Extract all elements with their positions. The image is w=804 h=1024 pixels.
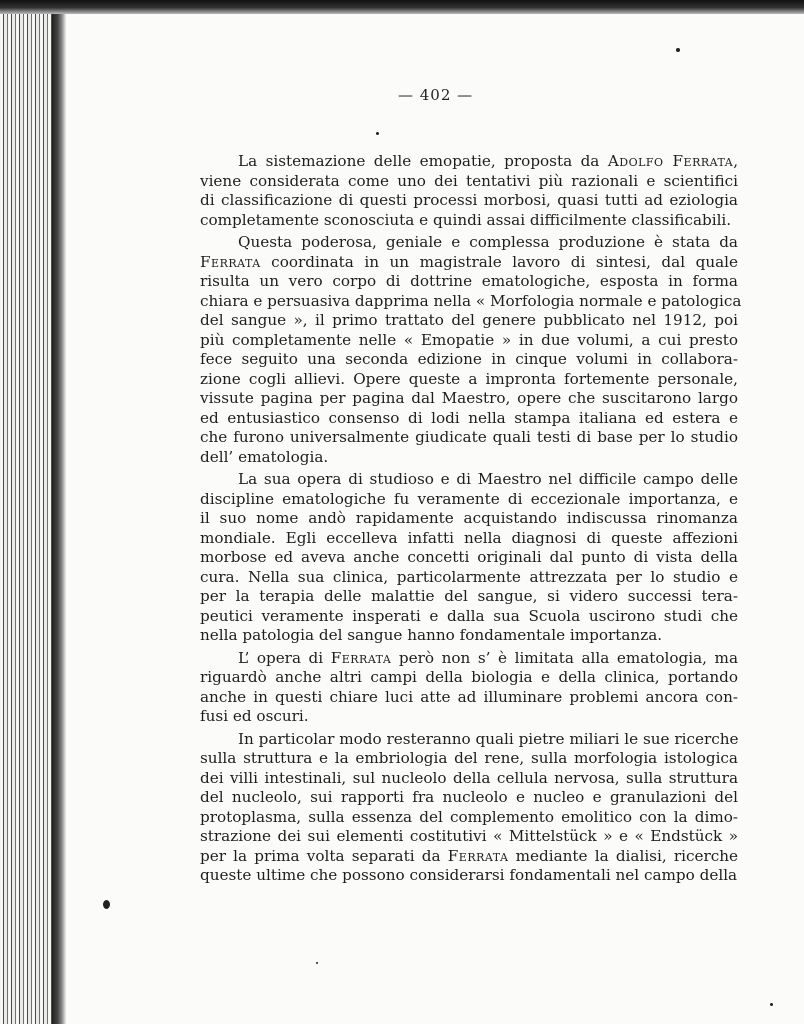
paragraph (200, 649, 738, 727)
text-line: che furono universalmente giudicate quali testi di base per lo studio (200, 428, 738, 446)
text-line: del sangue », il primo trattato del genere pubblicato nel 1912, poi (200, 311, 738, 329)
paragraph (200, 233, 742, 467)
text-line: anche in questi chiare luci atte ad illuminare problemi ancora con- (200, 687, 738, 706)
ink-speck (676, 48, 680, 52)
ink-speck (770, 1003, 773, 1006)
text-line: Ferrata coordinata in un magistrale lavoro di sintesi, dal quale (200, 252, 738, 271)
text-line: il suo nome andò rapidamente acquistando indiscussa rinomanza (200, 509, 738, 527)
text-line: strazione dei sui elementi costitutivi « Mittelstück » e « Endstück » (200, 827, 738, 845)
text-line: risulta un vero corpo di dottrine ematologiche, esposta in forma (200, 272, 738, 290)
body-text (200, 152, 742, 889)
text-line: fece seguito una seconda edizione in cinque volumi in collabora- (200, 350, 738, 368)
paragraph (200, 470, 738, 646)
paragraph-gap (200, 886, 738, 889)
surname-small-caps: Ferrata (447, 846, 509, 865)
text-line: dei villi intestinali, sul nucleolo della cellula nervosa, sulla struttura (200, 768, 738, 787)
ink-speck (316, 962, 318, 964)
ink-speck (376, 132, 379, 135)
paragraph (200, 730, 738, 886)
text-line: La sua opera di studioso e di Maestro nel difficile campo delle (238, 470, 738, 488)
top-edge-shadow (0, 0, 804, 14)
surname-small-caps: Ferrata (330, 648, 392, 667)
text-line: vissute pagina per pagina dal Maestro, opere che suscitarono largo (200, 389, 738, 407)
text-line: di classificazione di questi processi morbosi, quasi tutti ad eziologia (200, 191, 738, 209)
text-line: completamente sconosciuta e quindi assai difficilmente classificabili. (200, 210, 732, 229)
ink-speck (103, 900, 110, 909)
text-line: L’ opera di Ferrata però non s’ è limitata alla ematologia, ma (238, 648, 738, 667)
text-line: più completamente nelle « Emopatie » in due volumi, a cui presto (200, 330, 738, 349)
text-line: cura. Nella sua clinica, particolarmente attrezzata per lo studio e (200, 567, 738, 586)
text-line: per la terapia delle malattie del sangue, si videro successi tera- (200, 587, 738, 605)
text-line: discipline ematologiche fu veramente di eccezionale importanza, e (200, 489, 738, 508)
text-line: morbose ed aveva anche concetti originali dal punto di vista della (200, 548, 738, 566)
text-line: In particolar modo resteranno quali pietre miliari le sue ricerche (238, 729, 739, 748)
page-number: — 402 — (398, 86, 474, 104)
text-line: peutici veramente insperati e dalla sua Scuola uscirono studi che (200, 606, 738, 625)
text-line: chiara e persuasiva dapprima nella « Morfologia normale e patologica (200, 291, 742, 310)
text-line: ed entusiastico consenso di lodi nella stampa italiana ed estera e (200, 408, 738, 427)
text-line: dell’ ematologia. (200, 447, 329, 466)
text-line: sulla struttura e la embriologia del rene, sulla morfologia istologica (200, 749, 738, 767)
text-line: protoplasma, sulla essenza del complemento emolitico con la dimo- (200, 807, 738, 826)
text-line: queste ultime che possono considerarsi fondamentali nel campo della (200, 866, 738, 884)
text-line: nella patologia del sangue hanno fondamentale importanza. (200, 626, 663, 644)
text-line: fusi ed oscuri. (200, 707, 309, 725)
paragraph (200, 152, 738, 230)
binding-edge (52, 0, 66, 1024)
text-line: mondiale. Egli eccelleva infatti nella diagnosi di queste affezioni (200, 528, 738, 547)
text-line: del nucleolo, sui rapporti fra nucleolo e nucleo e granulazioni del (200, 788, 738, 806)
text-line: riguardò anche altri campi della biologia e della clinica, portando (200, 668, 738, 686)
text-line: viene considerata come uno dei tentativi più razionali e scientifici (200, 171, 738, 190)
text-line: Questa poderosa, geniale e complessa produzione è stata da (238, 233, 738, 251)
text-line: zione cogli allievi. Opere queste a impronta fortemente personale, (200, 369, 738, 388)
surname-small-caps: Adolfo Ferrata (607, 152, 734, 170)
surname-small-caps: Ferrata (200, 252, 261, 271)
text-line: per la prima volta separati da Ferrata mediante la dialisi, ricerche (200, 846, 738, 865)
text-line: La sistemazione delle emopatie, proposta da Adolfo Ferrata, (238, 152, 739, 170)
